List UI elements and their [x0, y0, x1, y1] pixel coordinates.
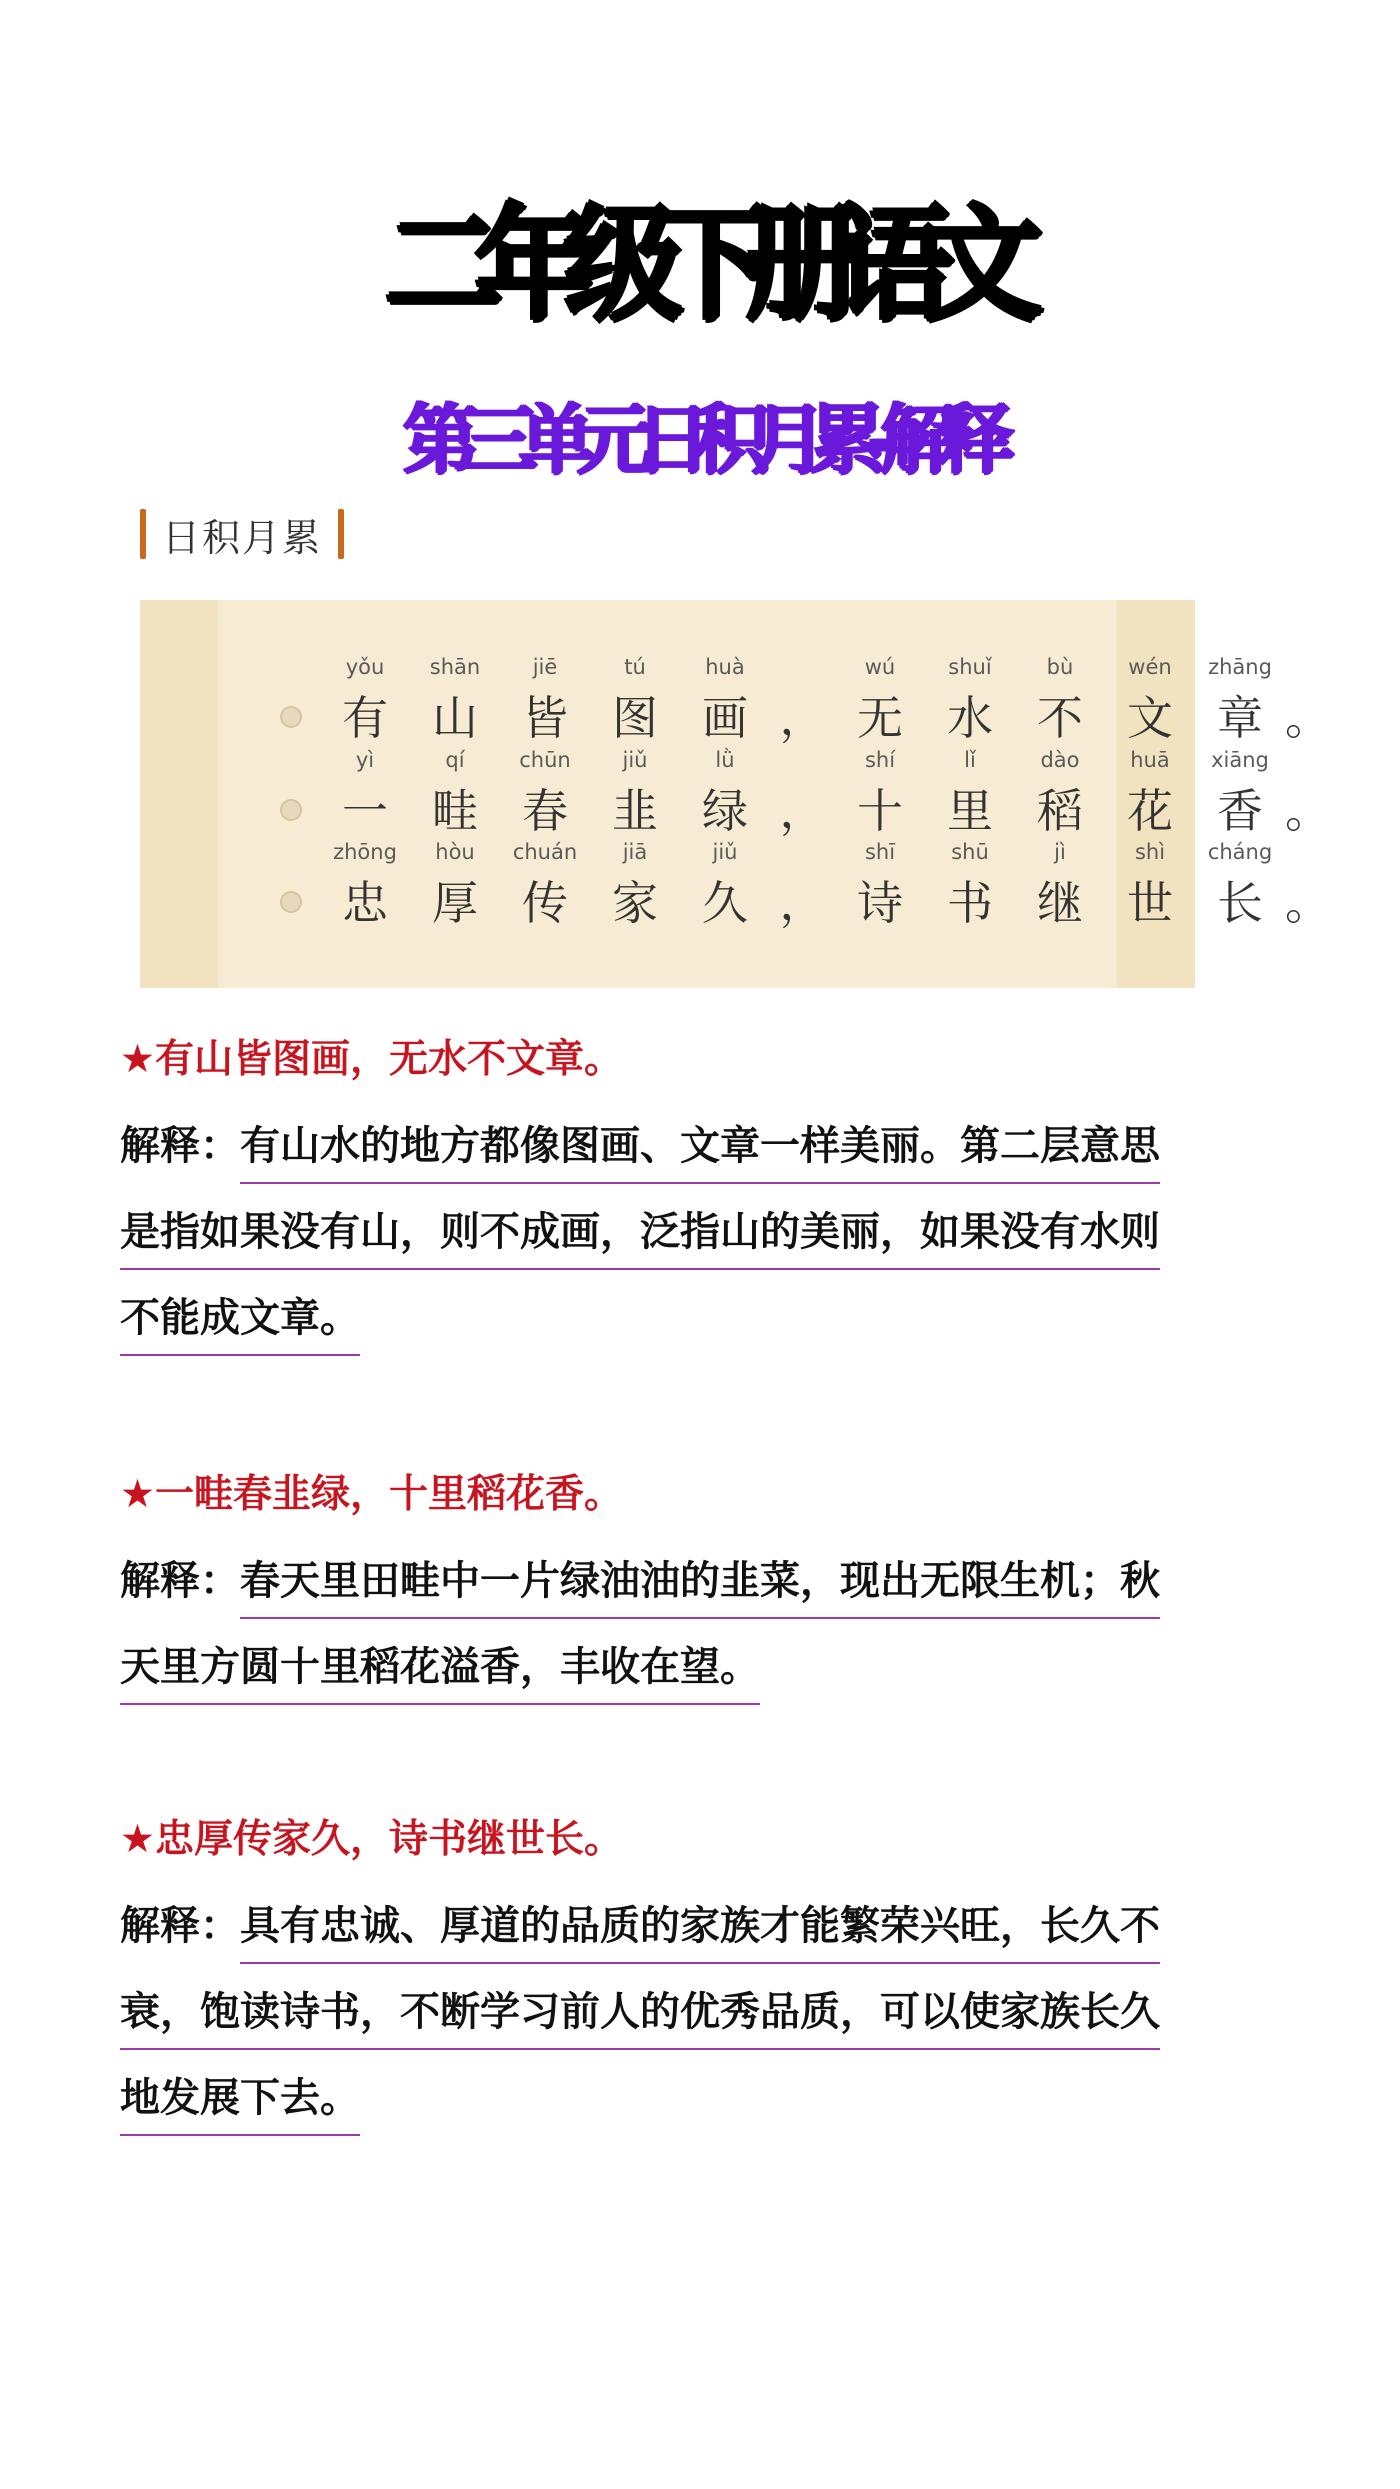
explanation-line — [120, 1551, 1160, 1637]
poem-char — [500, 655, 590, 745]
poem-comma: ， — [779, 784, 826, 838]
poem-char — [500, 748, 590, 838]
pinyin: shí — [864, 748, 896, 772]
verse-heading: ★一畦春韭绿，十里稻花香。 — [120, 1472, 623, 1517]
poem-char — [680, 840, 770, 930]
pinyin: qí — [445, 748, 465, 772]
pinyin: hòu — [435, 840, 475, 864]
poem-char — [680, 748, 770, 838]
poem-char — [925, 748, 1015, 838]
pinyin: jiē — [532, 655, 558, 679]
poem-char — [835, 655, 925, 745]
pinyin: tú — [624, 655, 646, 679]
poem-bullet-icon — [280, 799, 302, 821]
explanation-text: 有山水的地方都像图画、文章一样美丽。第二层意思 — [240, 1116, 1160, 1184]
hanzi: 厚 — [432, 876, 478, 930]
poem-bullet-icon — [280, 706, 302, 728]
explanation-line — [120, 1202, 1160, 1288]
pinyin: yǒu — [345, 655, 385, 679]
explanation-line — [120, 1896, 1160, 1982]
hanzi: 章 — [1217, 691, 1263, 745]
hanzi: 十 — [857, 784, 903, 838]
hanzi: 诗 — [857, 876, 903, 930]
explanation-text: 衰，饱读诗书，不断学习前人的优秀品质，可以使家族长久 — [120, 1982, 1160, 2050]
pinyin: chuán — [512, 840, 578, 864]
hanzi: 里 — [947, 784, 993, 838]
pinyin: wén — [1128, 655, 1172, 679]
explanation-line — [120, 1637, 760, 1723]
pinyin: zhāng — [1208, 655, 1272, 679]
hanzi: 山 — [432, 691, 478, 745]
section-label: 日积月累 — [162, 515, 323, 560]
pinyin: jiǔ — [622, 748, 648, 772]
pinyin: shī — [864, 840, 896, 864]
pinyin: shuǐ — [948, 655, 992, 679]
explanation-line — [120, 1982, 1160, 2068]
poem-char — [590, 748, 680, 838]
poem-char — [1105, 655, 1195, 745]
pinyin: shān — [429, 655, 481, 679]
hanzi: 无 — [857, 691, 903, 745]
poem-bullet-icon — [280, 891, 302, 913]
poem-char — [410, 748, 500, 838]
poem-char — [1015, 840, 1105, 930]
pinyin: wú — [864, 655, 896, 679]
poem-char — [320, 655, 410, 745]
poem-period: 。 — [1285, 784, 1331, 838]
pinyin: xiāng — [1211, 748, 1269, 772]
explanation-text: 是指如果没有山，则不成画，泛指山的美丽，如果没有水则 — [120, 1202, 1160, 1270]
poem-char — [1015, 655, 1105, 745]
pinyin: shì — [1134, 840, 1166, 864]
hanzi: 图 — [612, 691, 658, 745]
pinyin: lǐ — [964, 748, 976, 772]
scroll-edge-left — [140, 600, 218, 988]
explanation-label: 解释： — [120, 1123, 240, 1169]
explanation-label: 解释： — [120, 1558, 240, 1604]
poem-char — [410, 840, 500, 930]
poem-char — [1195, 748, 1285, 838]
poem-char — [590, 655, 680, 745]
hanzi: 春 — [522, 784, 568, 838]
pinyin: yì — [355, 748, 375, 772]
pinyin: chūn — [519, 748, 571, 772]
poem-char — [1195, 840, 1285, 930]
poem-char — [320, 840, 410, 930]
explanation-label: 解释： — [120, 1903, 240, 1949]
hanzi: 继 — [1037, 876, 1083, 930]
poem-char — [835, 840, 925, 930]
hanzi: 书 — [947, 876, 993, 930]
page-subtitle: 第三单元日积月累-解释 — [403, 395, 997, 484]
pinyin: huā — [1130, 748, 1170, 772]
explanation-line — [120, 1288, 360, 1374]
pinyin: cháng — [1207, 840, 1273, 864]
poem-char — [590, 840, 680, 930]
pinyin: lǜ — [715, 748, 735, 772]
poem-char — [835, 748, 925, 838]
poem-char — [925, 840, 1015, 930]
explanation-line — [120, 2068, 360, 2154]
hanzi: 皆 — [522, 691, 568, 745]
section-header — [140, 505, 344, 563]
pinyin: bù — [1046, 655, 1074, 679]
hanzi: 稻 — [1037, 784, 1083, 838]
poem-char — [500, 840, 590, 930]
poem-char — [320, 748, 410, 838]
verse-heading: ★有山皆图画，无水不文章。 — [120, 1037, 623, 1082]
explanation-text: 天里方圆十里稻花溢香，丰收在望。 — [120, 1637, 760, 1705]
hanzi: 绿 — [702, 784, 748, 838]
hanzi: 畦 — [432, 784, 478, 838]
poem-char — [1105, 748, 1195, 838]
pinyin: shū — [951, 840, 989, 864]
pinyin: huà — [705, 655, 745, 679]
hanzi: 画 — [702, 691, 748, 745]
hanzi: 一 — [342, 784, 388, 838]
hanzi: 香 — [1217, 784, 1263, 838]
pinyin: jì — [1054, 840, 1066, 864]
poem-char — [1015, 748, 1105, 838]
explanation-text: 春天里田畦中一片绿油油的韭菜，现出无限生机；秋 — [240, 1551, 1160, 1619]
page-title: 二年级下册语文 — [384, 192, 1015, 338]
poem-char — [410, 655, 500, 745]
pinyin: zhōng — [333, 840, 397, 864]
poem-char — [925, 655, 1015, 745]
hanzi: 久 — [702, 876, 748, 930]
pinyin: jiā — [622, 840, 648, 864]
hanzi: 有 — [342, 691, 388, 745]
hanzi: 韭 — [612, 784, 658, 838]
poem-comma: ， — [779, 876, 826, 930]
poem-char — [1105, 840, 1195, 930]
hanzi: 长 — [1217, 876, 1263, 930]
hanzi: 世 — [1127, 876, 1173, 930]
explanation-line — [120, 1116, 1160, 1202]
hanzi: 传 — [522, 876, 568, 930]
verse-heading: ★忠厚传家久，诗书继世长。 — [120, 1817, 623, 1862]
hanzi: 不 — [1037, 691, 1083, 745]
pinyin: dào — [1040, 748, 1080, 772]
hanzi: 家 — [612, 876, 658, 930]
explanation-text: 地发展下去。 — [120, 2068, 360, 2136]
explanation-text: 不能成文章。 — [120, 1288, 360, 1356]
explanation-text: 具有忠诚、厚道的品质的家族才能繁荣兴旺，长久不 — [240, 1896, 1160, 1964]
hanzi: 花 — [1127, 784, 1173, 838]
poem-char — [680, 655, 770, 745]
section-bar-right — [338, 509, 344, 559]
poem-char — [1195, 655, 1285, 745]
section-bar-left — [140, 509, 146, 559]
hanzi: 文 — [1127, 691, 1173, 745]
pinyin: jiǔ — [712, 840, 738, 864]
poem-period: 。 — [1285, 691, 1331, 745]
poem-comma: ， — [779, 691, 826, 745]
poem-period: 。 — [1285, 876, 1331, 930]
hanzi: 忠 — [342, 876, 388, 930]
hanzi: 水 — [947, 691, 993, 745]
